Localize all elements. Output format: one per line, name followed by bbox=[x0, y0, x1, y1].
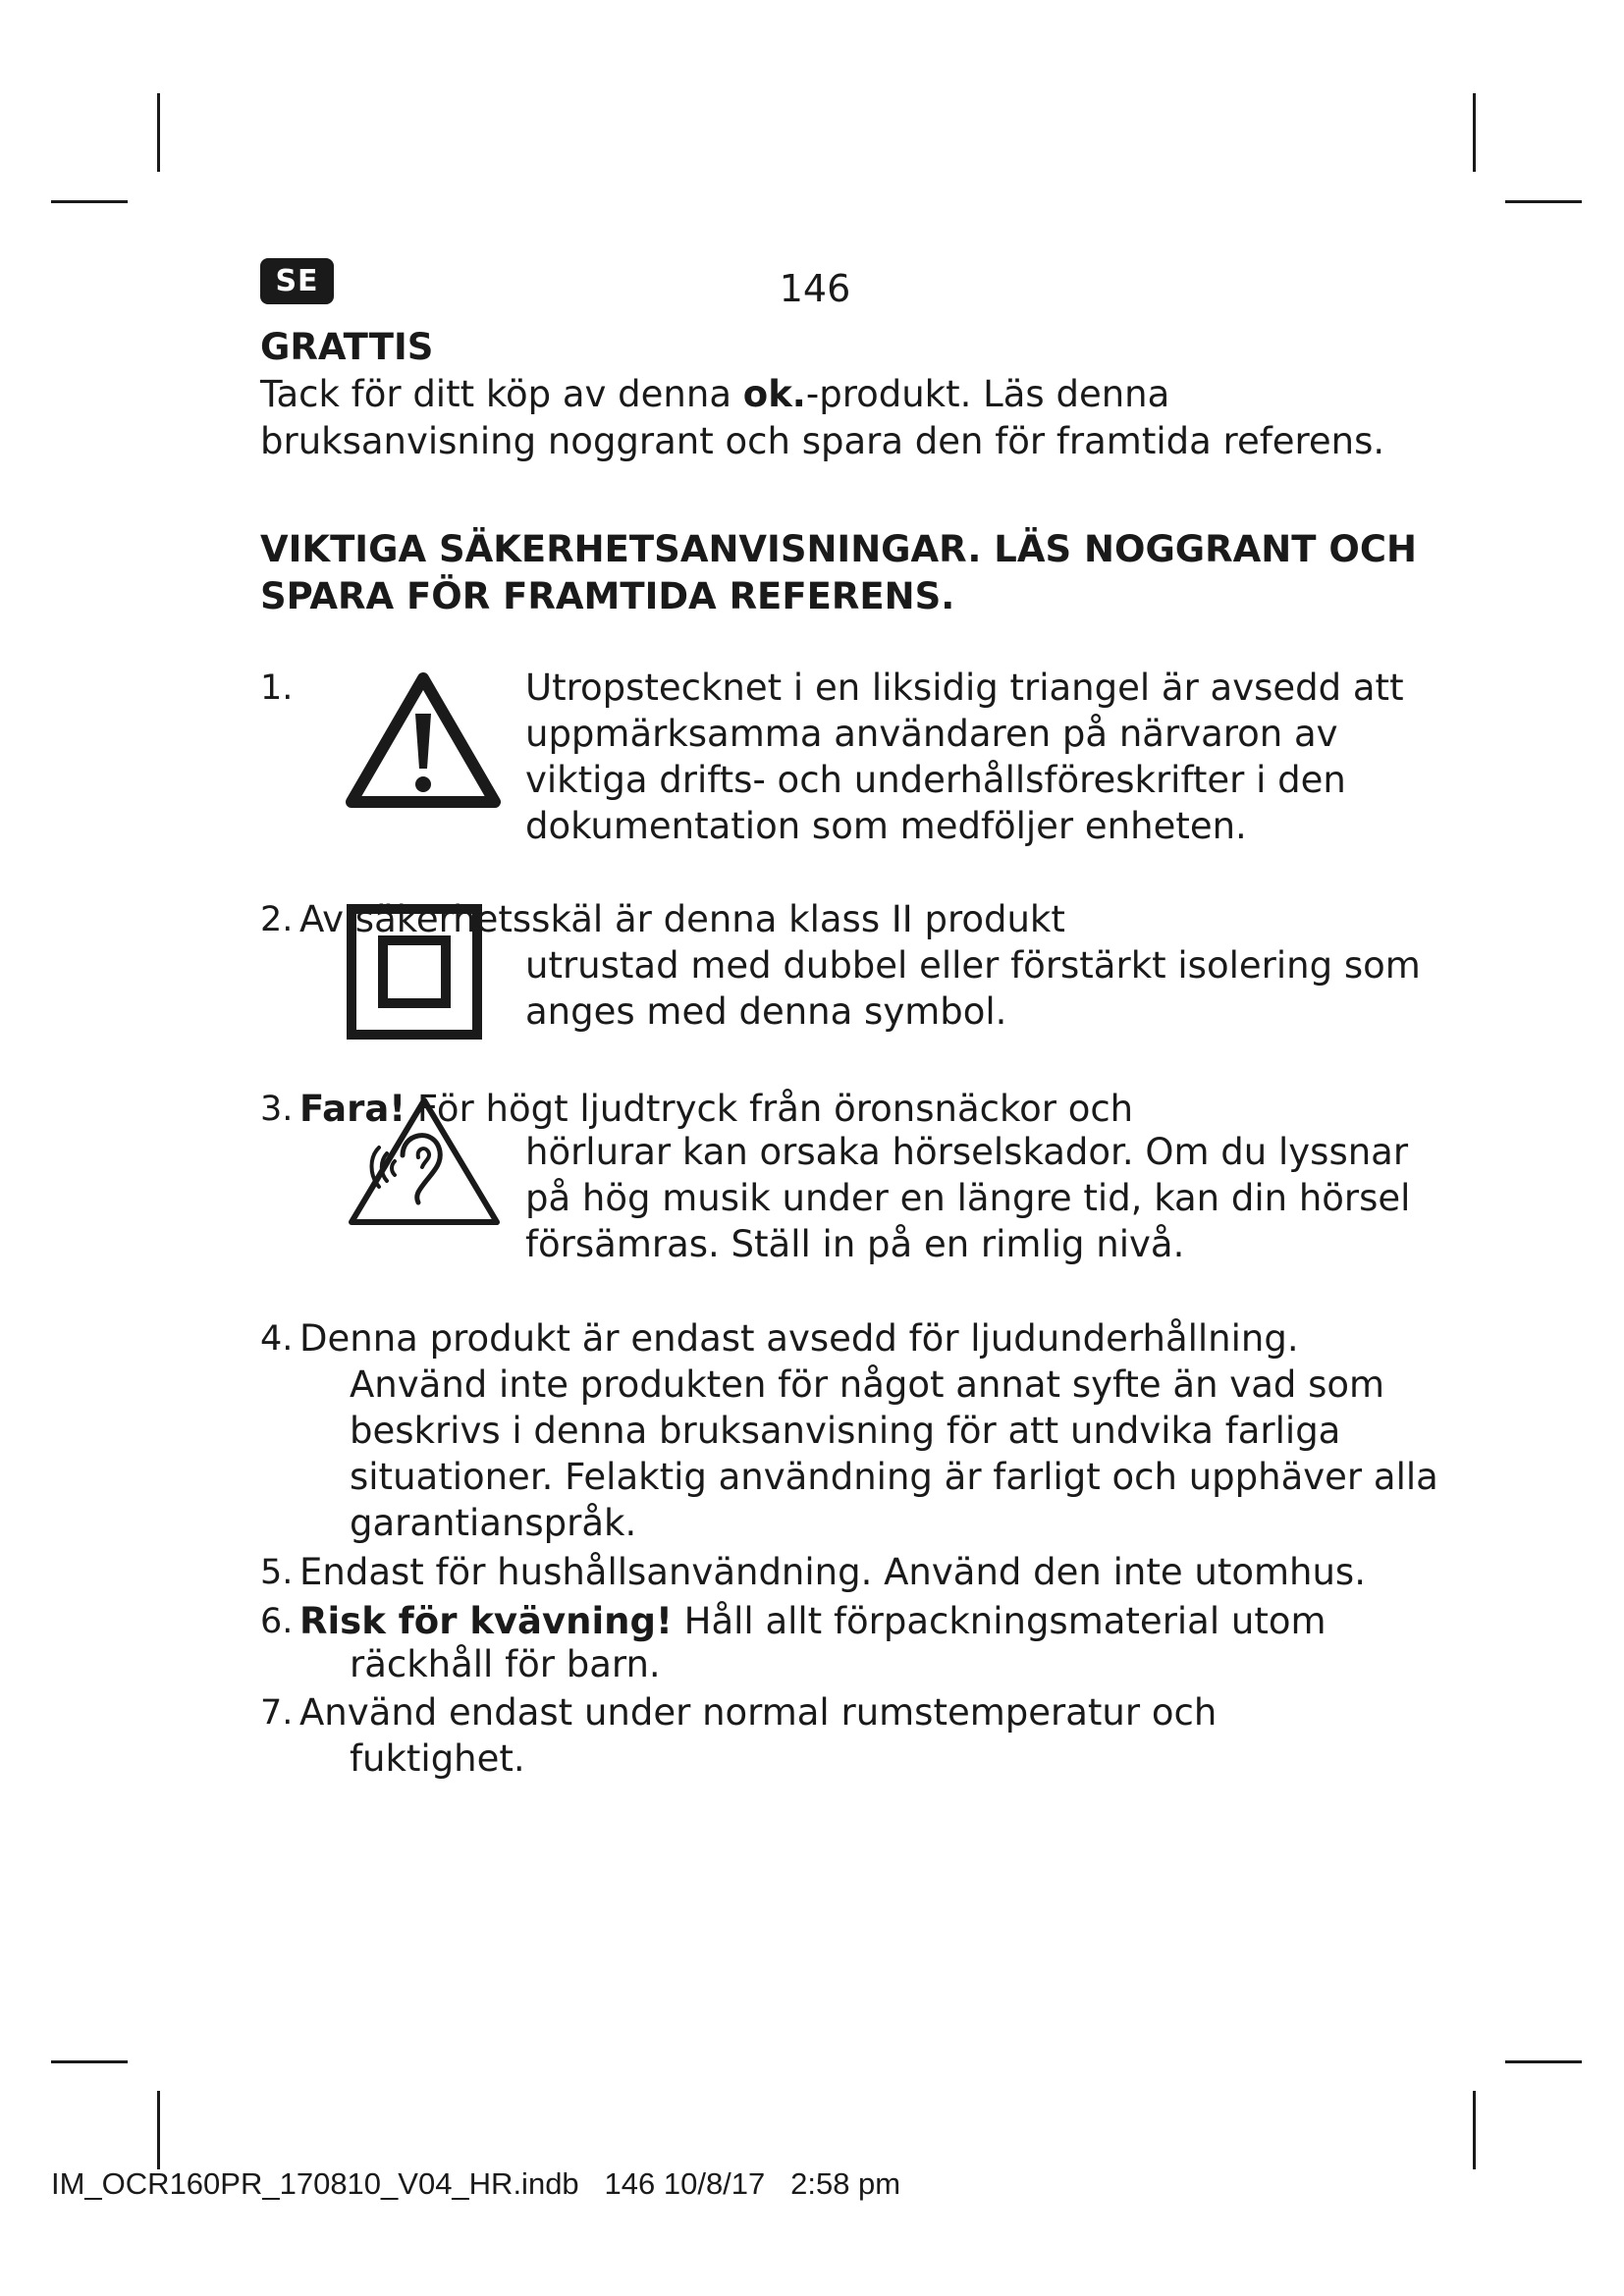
item-number: 5. bbox=[260, 1553, 294, 1592]
item-text-line: situationer. Felaktig användning är farligt och upphäver alla bbox=[350, 1456, 1438, 1498]
item-number: 4. bbox=[260, 1319, 294, 1359]
crop-mark bbox=[157, 2091, 160, 2169]
item-text-line: uppmärksamma användaren på närvaron av bbox=[525, 713, 1338, 755]
print-slug: IM_OCR160PR_170810_V04_HR.indb 146 10/8/17 2:58 pm bbox=[51, 2166, 901, 2201]
item-text-line: Av säkerhetsskäl är denna klass II produkt bbox=[299, 898, 1065, 940]
item-text-line: fuktighet. bbox=[350, 1737, 525, 1780]
item-text-line: Utropstecknet i en liksidig triangel är avsedd att bbox=[525, 667, 1404, 709]
crop-mark bbox=[157, 93, 160, 172]
item-text-line: Denna produkt är endast avsedd för ljudunderhållning. bbox=[299, 1317, 1299, 1360]
brand-name: ok. bbox=[742, 373, 806, 415]
crop-mark bbox=[1505, 200, 1582, 203]
item-text-line: Använd inte produkten för något annat syfte än vad som bbox=[350, 1363, 1385, 1406]
item-text-line: hörlurar kan orsaka hörselskador. Om du lyssnar bbox=[525, 1131, 1409, 1173]
page-number: 146 bbox=[779, 267, 851, 310]
item-text-line: Endast för hushållsanvändning. Använd den inte utomhus. bbox=[299, 1551, 1366, 1593]
hearing-damage-icon bbox=[346, 1093, 503, 1230]
item-text-line: utrustad med dubbel eller förstärkt isolering som bbox=[525, 944, 1421, 987]
item-number: 6. bbox=[260, 1602, 294, 1641]
item-number: 3. bbox=[260, 1090, 294, 1129]
double-insulation-icon bbox=[346, 903, 483, 1041]
item-number: 7. bbox=[260, 1693, 294, 1733]
item-text: För högt ljudtryck från öronsnäckor och bbox=[406, 1088, 1134, 1130]
crop-mark bbox=[1505, 2060, 1582, 2063]
crop-mark bbox=[1473, 2091, 1476, 2169]
item-text-line bbox=[299, 1598, 1326, 1644]
crop-mark bbox=[51, 200, 128, 203]
safety-heading-line-1: VIKTIGA SÄKERHETSANVISNINGAR. LÄS NOGGRANT OCH bbox=[260, 528, 1417, 570]
item-text-line: anges med denna symbol. bbox=[525, 990, 1007, 1033]
crop-mark bbox=[51, 2060, 128, 2063]
danger-label: Fara! bbox=[299, 1088, 406, 1130]
intro-title: GRATTIS bbox=[260, 326, 434, 368]
item-text-line: dokumentation som medföljer enheten. bbox=[525, 805, 1247, 847]
item-text: Håll allt förpackningsmaterial utom bbox=[672, 1600, 1326, 1642]
choking-warning-label: Risk för kvävning! bbox=[299, 1600, 673, 1642]
item-text-line: räckhåll för barn. bbox=[350, 1643, 661, 1685]
item-text-line: på hög musik under en längre tid, kan din hörsel bbox=[525, 1177, 1411, 1219]
item-text-line: beskrivs i denna bruksanvisning för att undvika farliga bbox=[350, 1410, 1341, 1452]
item-text-line: Använd endast under normal rumstemperatur och bbox=[299, 1691, 1218, 1734]
intro-text: Tack för ditt köp av denna bbox=[260, 373, 743, 415]
warning-triangle-icon bbox=[346, 672, 501, 810]
safety-heading-line-2: SPARA FÖR FRAMTIDA REFERENS. bbox=[260, 575, 955, 617]
item-text-line: viktiga drifts- och underhållsföreskrifter i den bbox=[525, 759, 1346, 801]
language-badge: SE bbox=[260, 258, 334, 304]
intro-line-2: bruksanvisning noggrant och spara den för framtida referens. bbox=[260, 420, 1385, 462]
crop-mark bbox=[1473, 93, 1476, 172]
item-text-line: försämras. Ställ in på en rimlig nivå. bbox=[525, 1223, 1185, 1265]
item-number: 1. bbox=[260, 668, 294, 708]
intro-line-1 bbox=[260, 371, 1419, 418]
intro-text: -produkt. Läs denna bbox=[805, 373, 1170, 415]
item-text-line: garantianspråk. bbox=[350, 1502, 637, 1544]
item-number: 2. bbox=[260, 900, 294, 939]
